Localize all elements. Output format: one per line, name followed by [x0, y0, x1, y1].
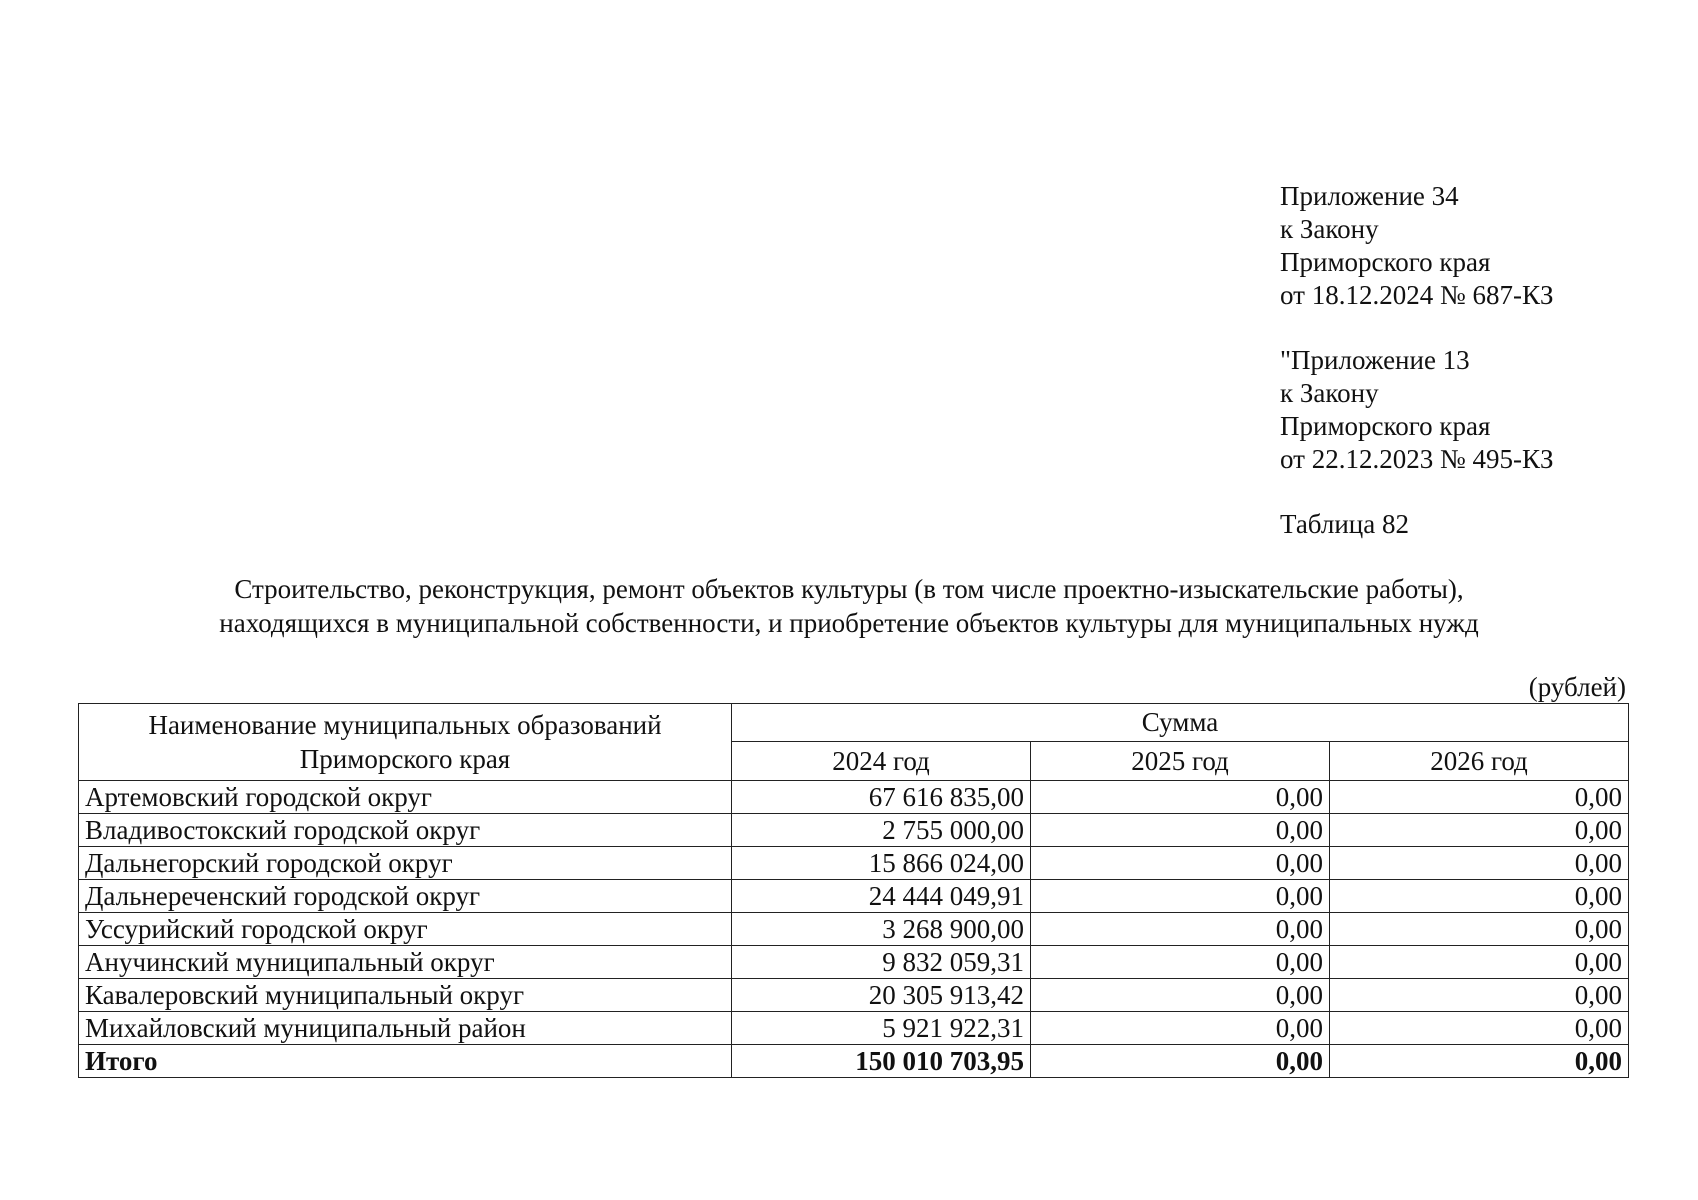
- municipality-name: Дальнегорский городской округ: [79, 847, 732, 880]
- municipality-name: Уссурийский городской округ: [79, 913, 732, 946]
- attachment-line: к Закону: [1280, 214, 1379, 244]
- table-row: [79, 781, 1629, 814]
- column-header-name-line: Приморского края: [299, 744, 511, 774]
- amount-2026: 0,00: [1330, 946, 1629, 979]
- amount-2024: 15 866 024,00: [732, 847, 1031, 880]
- previous-attachment-block: [1280, 344, 1553, 476]
- table-row: [79, 1012, 1629, 1045]
- municipality-name: Кавалеровский муниципальный округ: [79, 979, 732, 1012]
- table-row: [79, 979, 1629, 1012]
- column-header-2024: 2024 год: [732, 742, 1031, 781]
- amount-2024: 5 921 922,31: [732, 1012, 1031, 1045]
- attachment-block: [1280, 180, 1553, 312]
- table-row: [79, 847, 1629, 880]
- amount-2025: 0,00: [1031, 814, 1330, 847]
- total-2024: 150 010 703,95: [732, 1045, 1031, 1078]
- municipality-name: Михайловский муниципальный район: [79, 1012, 732, 1045]
- table-row: [79, 880, 1629, 913]
- amount-2025: 0,00: [1031, 979, 1330, 1012]
- table-number-label: Таблица 82: [1280, 509, 1409, 539]
- amount-2026: 0,00: [1330, 1012, 1629, 1045]
- budget-table: [78, 703, 1629, 1078]
- amount-2024: 3 268 900,00: [732, 913, 1031, 946]
- document-title-line: находящихся в муниципальной собственности, и приобретение объектов культуры для муниципальных нужд: [219, 608, 1479, 638]
- units-label: (рублей): [1528, 672, 1626, 702]
- attachment-line: Приморского края: [1280, 247, 1491, 277]
- attachment-line: от 18.12.2024 № 687-КЗ: [1280, 280, 1554, 310]
- table-row: [79, 946, 1629, 979]
- amount-2026: 0,00: [1330, 979, 1629, 1012]
- amount-2025: 0,00: [1031, 913, 1330, 946]
- column-header-sum: Сумма: [732, 704, 1629, 742]
- amount-2025: 0,00: [1031, 880, 1330, 913]
- total-2026: 0,00: [1330, 1045, 1629, 1078]
- amount-2024: 24 444 049,91: [732, 880, 1031, 913]
- previous-attachment-line: "Приложение 13: [1280, 345, 1470, 375]
- municipality-name: Анучинский муниципальный округ: [79, 946, 732, 979]
- table-row: [79, 913, 1629, 946]
- total-2025: 0,00: [1031, 1045, 1330, 1078]
- total-row: [79, 1045, 1629, 1078]
- column-header-name-line: Наименование муниципальных образований: [148, 710, 662, 740]
- amount-2026: 0,00: [1330, 913, 1629, 946]
- municipality-name: Дальнереченский городской округ: [79, 880, 732, 913]
- amount-2024: 9 832 059,31: [732, 946, 1031, 979]
- previous-attachment-line: к Закону: [1280, 378, 1379, 408]
- amount-2026: 0,00: [1330, 814, 1629, 847]
- amount-2025: 0,00: [1031, 781, 1330, 814]
- attachment-line: Приложение 34: [1280, 181, 1459, 211]
- column-header-2025: 2025 год: [1031, 742, 1330, 781]
- amount-2024: 2 755 000,00: [732, 814, 1031, 847]
- column-header-name: [79, 704, 732, 781]
- municipality-name: Артемовский городской округ: [79, 781, 732, 814]
- column-header-2026: 2026 год: [1330, 742, 1629, 781]
- amount-2025: 0,00: [1031, 847, 1330, 880]
- previous-attachment-line: от 22.12.2023 № 495-КЗ: [1280, 444, 1554, 474]
- amount-2026: 0,00: [1330, 880, 1629, 913]
- amount-2026: 0,00: [1330, 781, 1629, 814]
- amount-2025: 0,00: [1031, 946, 1330, 979]
- document-title-line: Строительство, реконструкция, ремонт объектов культуры (в том числе проектно-изыскательские работы),: [234, 574, 1464, 604]
- amount-2026: 0,00: [1330, 847, 1629, 880]
- table-row: [79, 814, 1629, 847]
- document-title: [0, 572, 1698, 640]
- total-label: Итого: [79, 1045, 732, 1078]
- amount-2025: 0,00: [1031, 1012, 1330, 1045]
- municipality-name: Владивостокский городской округ: [79, 814, 732, 847]
- amount-2024: 67 616 835,00: [732, 781, 1031, 814]
- amount-2024: 20 305 913,42: [732, 979, 1031, 1012]
- previous-attachment-line: Приморского края: [1280, 411, 1491, 441]
